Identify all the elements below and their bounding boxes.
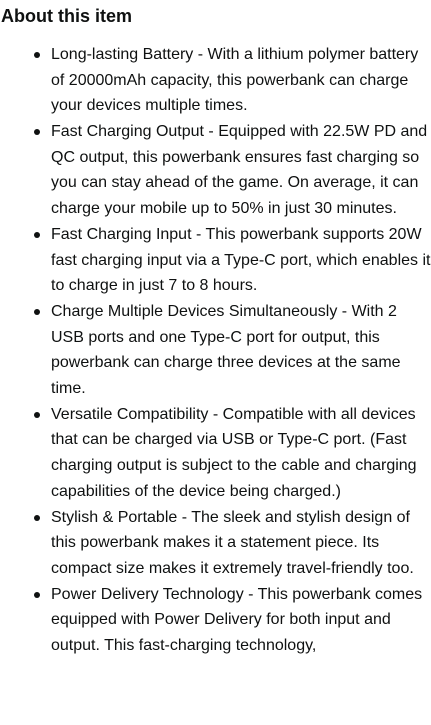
feature-bullet-text: Versatile Compatibility - Compatible with all devices that can be charged via USB or Type-C port. (Fast charging output is subject to the cable and charging capabilities of the device being charged.): [51, 405, 417, 500]
bullet-dot-icon: [34, 232, 40, 238]
feature-bullet-list: [0, 42, 431, 659]
feature-bullet-text: Charge Multiple Devices Simultaneously - With 2 USB ports and one Type-C port for output, this powerbank can charge three devices at the same time.: [51, 303, 401, 397]
section-heading: About this item: [1, 6, 132, 26]
feature-bullet-text: Fast Charging Input - This powerbank supports 20W fast charging input via a Type-C port, which enables it to charge in just 7 to 8 hours.: [51, 225, 431, 295]
feature-bullet: [51, 505, 431, 582]
bullet-dot-icon: [34, 129, 40, 135]
bullet-dot-icon: [34, 412, 40, 418]
feature-bullet: [51, 402, 431, 504]
feature-bullet: [51, 299, 431, 401]
feature-bullet-text: Power Delivery Technology - This powerbank comes equipped with Power Delivery for both input and output. This fast-charging technology,: [51, 585, 423, 654]
bullet-dot-icon: [34, 592, 40, 598]
feature-bullet-text: Long-lasting Battery - With a lithium polymer battery of 20000mAh capacity, this powerbank can charge your devices multiple times.: [51, 46, 419, 115]
feature-bullet-text: Fast Charging Output - Equipped with 22.5W PD and QC output, this powerbank ensures fast charging so you can stay ahead of the game. On average, it can charge your mobile up to 50% in just 30 minutes.: [51, 123, 428, 217]
feature-bullet: [51, 42, 431, 119]
feature-bullet: [51, 119, 431, 221]
feature-bullet: [51, 582, 431, 659]
bullet-dot-icon: [34, 309, 40, 315]
bullet-dot-icon: [34, 52, 40, 58]
bullet-dot-icon: [34, 515, 40, 521]
feature-bullet: [51, 222, 431, 299]
feature-bullet-text: Stylish & Portable - The sleek and stylish design of this powerbank makes it a statement piece. Its compact size makes it extremely travel-friendly too.: [51, 508, 414, 577]
